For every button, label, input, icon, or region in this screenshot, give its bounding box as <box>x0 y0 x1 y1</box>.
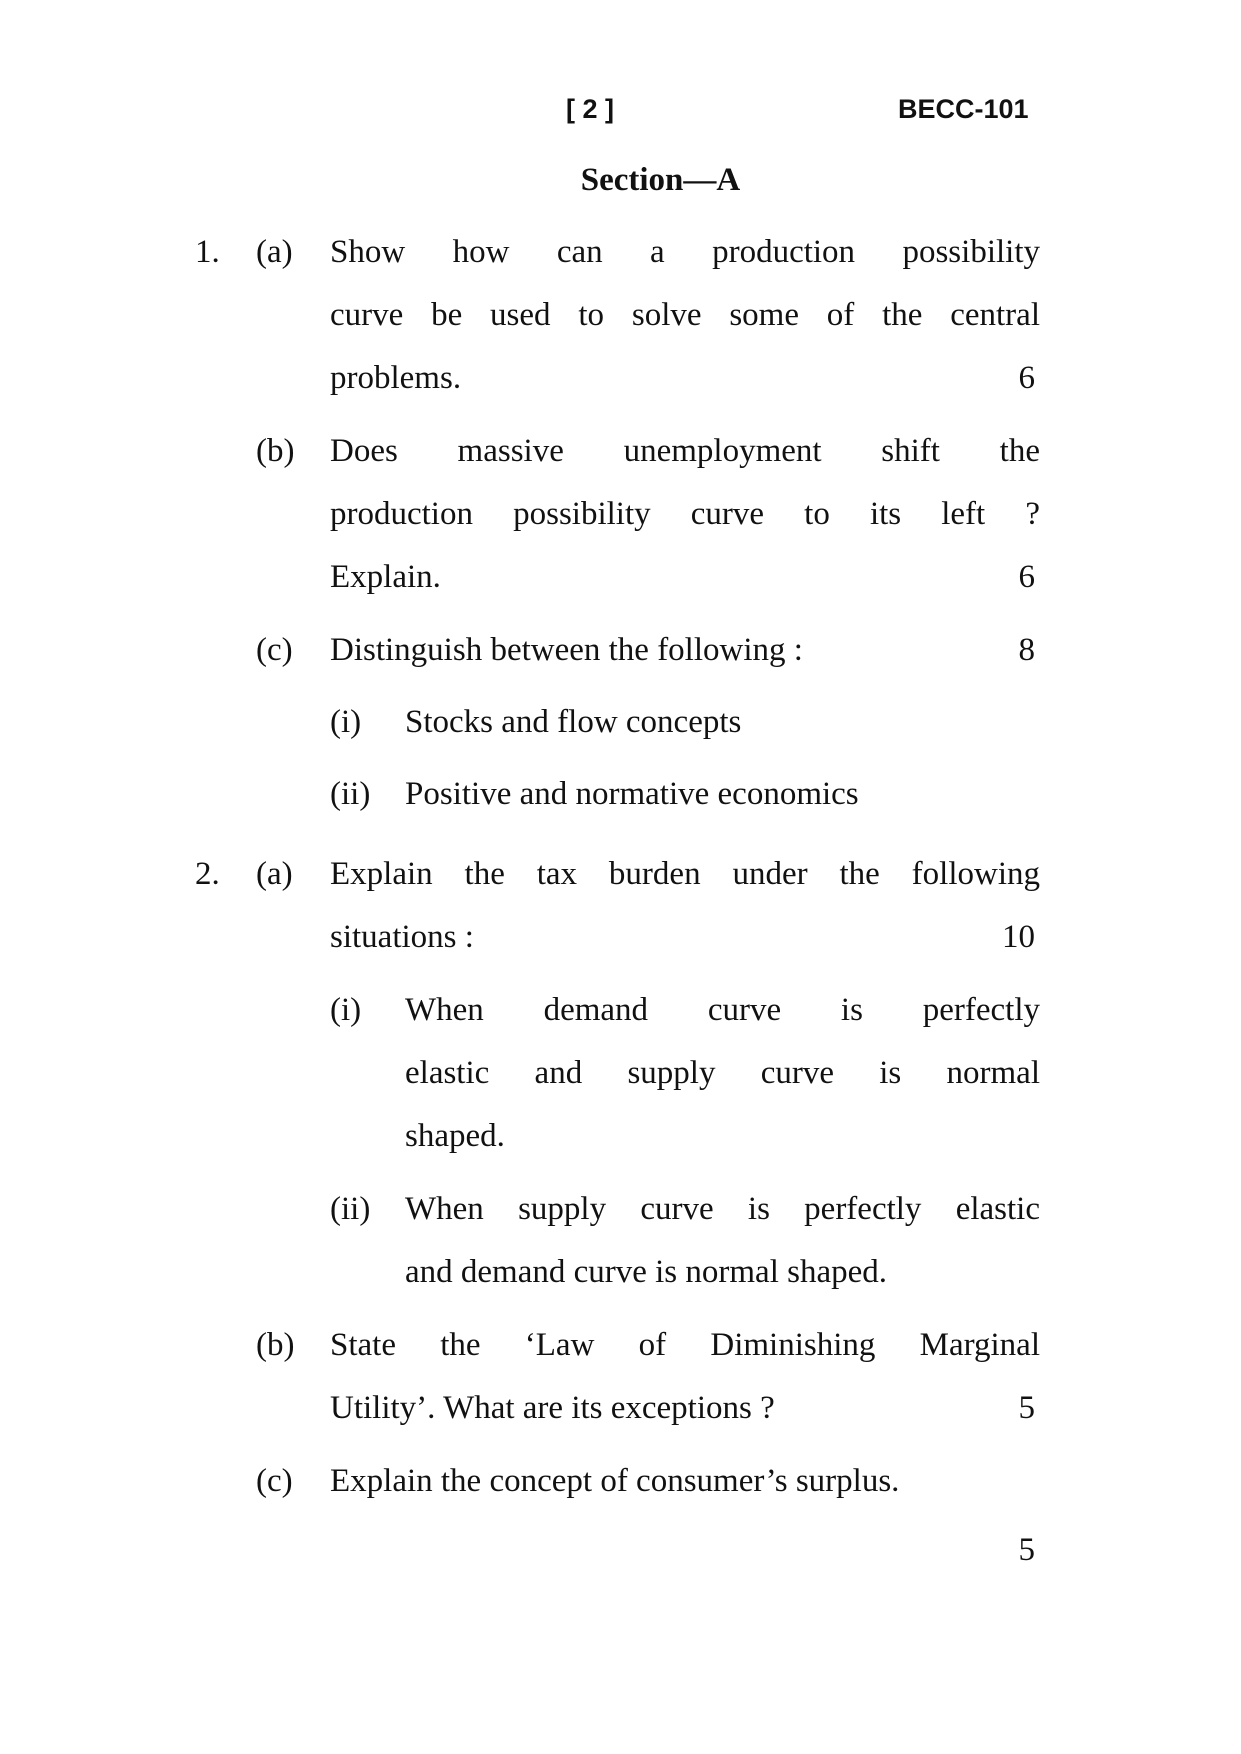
question-line: Distinguish between the following : <box>330 632 803 668</box>
question-line: State the ‘Law of Diminishing Marginal <box>330 1327 1040 1363</box>
question-line: Does massive unemployment shift the <box>330 433 1040 469</box>
question-line: When supply curve is perfectly elastic <box>405 1191 1040 1227</box>
subpart-label: (ii) <box>330 1191 371 1227</box>
question-line: Utility’. What are its exceptions ? <box>330 1390 775 1426</box>
part-label: (b) <box>256 1327 295 1363</box>
question-line: Stocks and flow concepts <box>405 704 742 740</box>
marks: 5 <box>1018 1532 1035 1568</box>
subpart-label: (i) <box>330 704 362 740</box>
question-line: curve be used to solve some of the central <box>330 297 1040 333</box>
question-line: Explain the concept of consumer’s surplus. <box>330 1463 900 1499</box>
question-number: 1. <box>195 234 220 270</box>
marks: 5 <box>1018 1390 1035 1426</box>
part-label: (b) <box>256 433 295 469</box>
question-line: elastic and supply curve is normal <box>405 1055 1040 1091</box>
question-line: Explain the tax burden under the following <box>330 856 1040 892</box>
question-number: 2. <box>195 856 220 892</box>
part-label: (c) <box>256 1463 293 1499</box>
question-line: Positive and normative economics <box>405 776 859 812</box>
subpart-label: (i) <box>330 992 362 1028</box>
page-number: [ 2 ] <box>566 94 615 124</box>
question-line: problems. <box>330 360 462 396</box>
part-label: (a) <box>256 234 293 270</box>
question-line: When demand curve is perfectly <box>405 992 1040 1028</box>
marks: 6 <box>1018 360 1035 396</box>
section-title: Section—A <box>580 162 741 198</box>
marks: 6 <box>1018 559 1035 595</box>
question-line: situations : <box>330 919 474 955</box>
subpart-label: (ii) <box>330 776 371 812</box>
marks: 10 <box>1002 919 1035 955</box>
question-line: production possibility curve to its left ? <box>330 496 1040 532</box>
question-line: and demand curve is normal shaped. <box>405 1254 888 1290</box>
marks: 8 <box>1018 632 1035 668</box>
question-line: Explain. <box>330 559 441 595</box>
part-label: (a) <box>256 856 293 892</box>
question-line: Show how can a production possibility <box>330 234 1040 270</box>
part-label: (c) <box>256 632 293 668</box>
course-code: BECC-101 <box>898 94 1029 124</box>
question-line: shaped. <box>405 1118 505 1154</box>
